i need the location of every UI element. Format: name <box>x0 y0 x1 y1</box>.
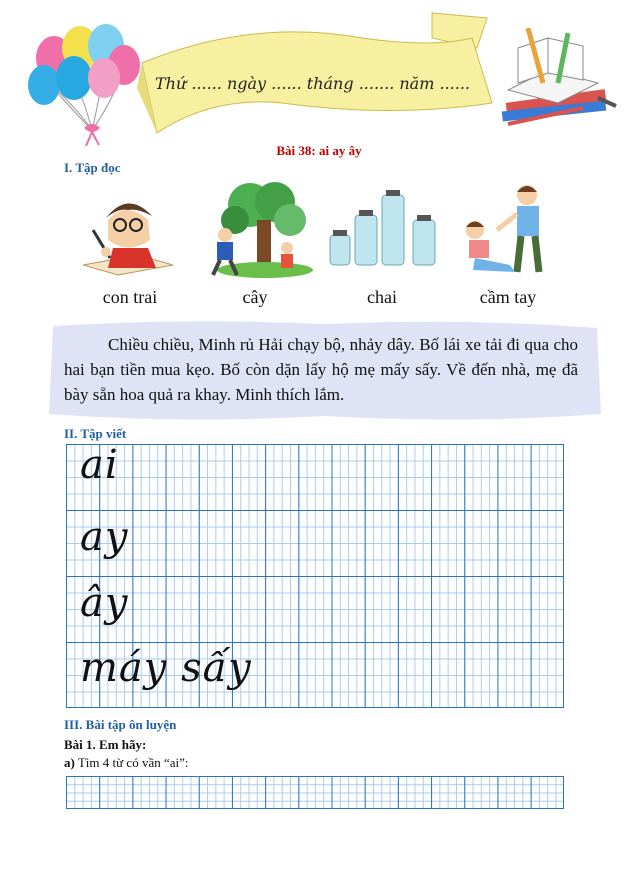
answer-grid[interactable] <box>66 776 564 809</box>
caption-con-trai: con trai <box>102 287 158 307</box>
caption-cay: cây <box>242 287 268 307</box>
exercise-1a-text: Tìm 4 từ có vần “ai”: <box>77 755 189 770</box>
exercise-1a-prompt <box>64 755 189 771</box>
holding-hands-illustration-icon <box>455 180 565 280</box>
caption-cam-tay: cầm tay <box>479 287 537 307</box>
reading-passage: Chiều chiều, Minh rủ Hải chạy bộ, nhảy dây. Bố lái xe tải đi qua cho hai bạn tiền mua kẹo. Bố còn dặn lấy hộ mẹ mấy sấy. Về đến nhà, mẹ đã bày sẵn hoa quả ra khay. Minh thích lắm. <box>64 335 578 404</box>
writing-word-ay: ay <box>80 514 129 560</box>
section-writing-heading: II. Tập viết <box>64 426 127 441</box>
banner-ribbon-icon <box>132 8 502 138</box>
boy-writing-illustration-icon <box>78 180 178 280</box>
exercise-1-title: Bài 1. Em hãy: <box>64 737 147 752</box>
bottles-illustration-icon <box>325 180 440 280</box>
writing-word-may-say: máy sấy <box>80 645 252 691</box>
writing-word-ay-circumflex: ây <box>80 580 129 626</box>
section-exercises-heading: III. Bài tập ôn luyện <box>64 717 177 732</box>
balloons-icon <box>22 20 142 150</box>
exercise-1a-label: a) <box>64 755 75 770</box>
caption-chai: chai <box>367 287 397 307</box>
lesson-title: Bài 38: ai ay ây <box>276 143 362 158</box>
section-reading-heading: I. Tập đọc <box>64 160 121 175</box>
tree-illustration-icon <box>205 180 315 280</box>
writing-word-ai: ai <box>80 442 119 488</box>
books-pencils-icon <box>488 28 618 128</box>
date-line: Thứ ...... ngày ...... tháng ....... năm ...... <box>155 74 470 93</box>
